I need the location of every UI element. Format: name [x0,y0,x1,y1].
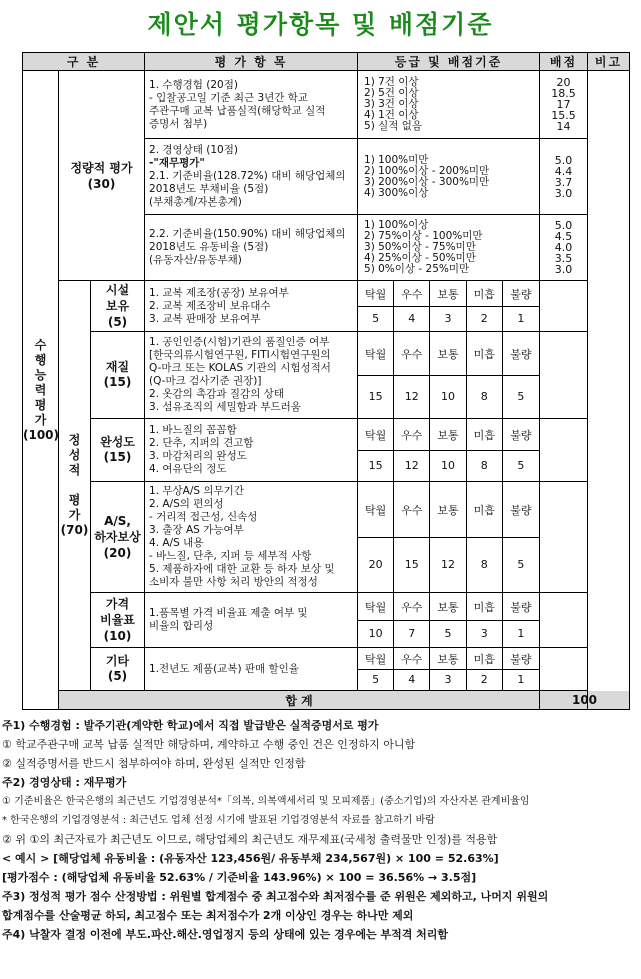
qual-grade-price: 탁월 우수 보통 미흡 불량 10 7 5 3 1 [358,593,540,648]
qual-item-completeness: 1. 바느질의 꼼꼼함 2. 단추, 지퍼의 견고함 3. 마감처리의 완성도 4. 여유단의 정도 [145,419,358,482]
note-2-1: ① 기준비율은 한국은행의 최근년도 기업경영분석*「의복, 의복액세서리 및 모피제품」(중소기업)의 자산자본 관계비율임 [2,796,530,807]
qual-score-material [540,332,588,419]
header-items: 평 가 항 목 [145,53,358,71]
quant-item-1: 1. 수행경험 (20점) - 입찰공고일 기준 최근 3년간 학교 주관구매 교복 납품실적(해당학교 실적 증명서 첨부) [145,71,358,139]
qual-grade-as: 탁월 우수 보통 미흡 불량 20 15 12 8 5 [358,482,540,593]
qual-grade-etc: 탁월 우수 보통 미흡 불량 5 4 3 2 1 [358,648,540,691]
qual-grade-facility: 탁월 우수 보통 미흡 불량 5 4 3 2 1 [358,281,540,332]
notes [2,716,641,944]
note-1-1: ① 학교주관구매 교복 납품 실적만 해당하며, 계약하고 수행 중인 건은 인정하지 아니함 [2,738,416,751]
quant-item-2: 2. 경영상태 (10점) -"재무평가" 2.1. 기준비율(128.72%) 대비 해당업체의 2018년도 부채비율 (5점) (부채총계/자본총계) [145,139,358,215]
quant-item-3: 2.2. 기준비율(150.90%) 대비 해당업체의 2018년도 유동비율 (5점) (유동자산/유동부채) [145,215,358,281]
note-2: 주2) 경영상태 : 재무평가 [2,776,127,789]
note-2-1-star: * 한국은행의 기업경영분석 : 최근년도 업체 선정 시기에 발표된 기업경영분석 자료를 참고하기 바람 [2,815,435,826]
note-3: 주3) 정성적 평가 점수 산정방법 : 위원별 합계점수 중 최고점수와 최저점수를 준 위원은 제외하고, 나머지 위원의 [2,890,549,903]
note-4: 주4) 낙찰자 결정 이전에 부도.파산.해산.영업정지 등의 상태에 있는 경우에는 부적격 처리함 [2,928,449,941]
total-value: 100 [540,691,630,710]
qual-score-as [540,482,588,593]
qual-grade-material: 탁월 우수 보통 미흡 불량 15 12 10 8 5 [358,332,540,419]
note-2-example-2: [평가점수 : (해당업체 유동비율 52.63% / 기준비율 143.96%) × 100 = 36.56% → 3.5점] [2,871,477,884]
qual-item-etc: 1.전년도 제품(교복) 판매 할인율 [145,648,358,691]
qual-score-facility [540,281,588,332]
qual-name-price: 가격 비율표 (10) [91,593,145,648]
qual-item-facility: 1. 교복 제조장(공장) 보유여부 2. 교복 제조장비 보유대수 3. 교복 판매장 보유여부 [145,281,358,332]
remark-cell [588,71,630,710]
quant-grade-1: 1) 7건 이상 2) 5건 이상 3) 3건 이상 4) 1건 이상 5) 실적 없음 [358,71,540,139]
header-category: 구 분 [23,53,145,71]
quant-score-1: 20 18.5 17 15.5 14 [540,71,588,139]
header-grade: 등급 및 배점기준 [358,53,540,71]
qual-name-completeness: 완성도 (15) [91,419,145,482]
header-score: 배점 [540,53,588,71]
quant-score-2: 5.0 4.4 3.7 3.0 [540,139,588,215]
note-2-example-1: < 예시 > [해당업체 유동비율 : (유동자산 123,456원/ 유동부채 234,567원) × 100 = 52.63%] [2,852,499,865]
qual-score-completeness [540,419,588,482]
qual-grade-completeness: 탁월 우수 보통 미흡 불량 15 12 10 8 5 [358,419,540,482]
header-remark: 비고 [588,53,630,71]
group-main-label: 수 행 능 력 평 가 (100) [23,71,59,710]
note-1-2: ② 실적증명서를 반드시 첨부하여야 하며, 완성된 실적만 인정함 [2,757,306,770]
qual-name-material: 재질 (15) [91,332,145,419]
qual-score-etc [540,648,588,691]
note-1: 주1) 수행경험 : 발주기관(계약한 학교)에서 직접 발급받은 실적증명서로 평가 [2,719,379,732]
qual-item-material: 1. 공인인증(시험)기관의 품질인증 여부 [한국의류시험연구원, FITI시험연구원의 Q-마크 또는 KOLAS 기관의 시험성적서 (Q-마크 검사기준 권장)] 2. 옷감의 촉감과 질감의 상태 3. 섬유조직의 세밀함과 부드러움 [145,332,358,419]
qual-item-as: 1. 무상A/S 의무기간 2. A/S의 편의성 - 거리적 접근성, 신속성 3. 출장 AS 가능여부 4. A/S 내용 - 바느질, 단추, 지퍼 등 세부적 사항 5. 제품하자에 대한 교환 등 하자 보상 및 소비자 불만 사항 처리 방안의 적정성 [145,482,358,593]
qual-item-price: 1.품목별 가격 비율표 제출 여부 및 비율의 합리성 [145,593,358,648]
qual-label: 정 성 적 평 가 (70) [59,281,91,691]
note-3-cont: 합계점수를 산술평균 하되, 최고점수 또는 최저점수가 2개 이상인 경우는 하나만 제외 [2,909,414,922]
evaluation-table [22,52,630,710]
quant-grade-2: 1) 100%미만 2) 100%이상 - 200%미만 3) 200%이상 - 300%미만 4) 300%이상 [358,139,540,215]
qual-score-price [540,593,588,648]
quant-label: 정량적 평가 (30) [59,71,145,281]
page-title: 제안서 평가항목 및 배점기준 [147,10,494,39]
total-label: 합 계 [59,691,540,710]
quant-grade-3: 1) 100%이상 2) 75%이상 - 100%미만 3) 50%이상 - 75%미만 4) 25%이상 - 50%미만 5) 0%이상 - 25%미만 [358,215,540,281]
qual-name-as: A/S, 하자보상 (20) [91,482,145,593]
note-2-2: ② 위 ①의 최근자료가 최근년도 이므로, 해당업체의 최근년도 재무제표(국세청 출력물만 인정)를 적용함 [2,833,498,846]
quant-score-3: 5.0 4.5 4.0 3.5 3.0 [540,215,588,281]
qual-name-etc: 기타 (5) [91,648,145,691]
qual-name-facility: 시설 보유 (5) [91,281,145,332]
